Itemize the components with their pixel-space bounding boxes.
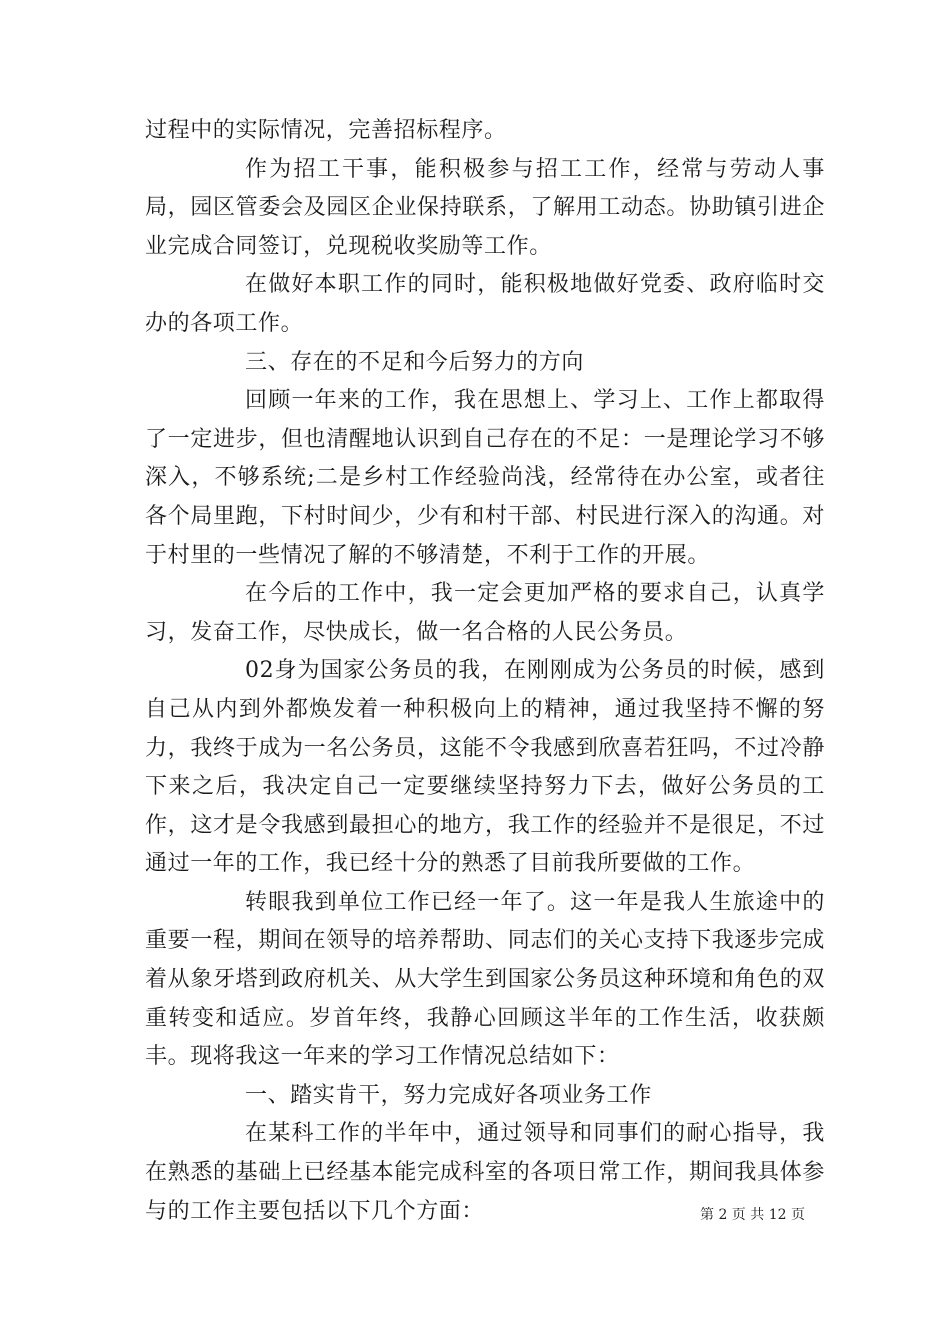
paragraph-department-work: 在某科工作的半年中，通过领导和同事们的耐心指导，我在熟悉的基础上已经基本能完成科室的各项日常工作，期间我具体参与的工作主要包括以下几个方面： — [145, 1121, 825, 1224]
paragraph-temporary-tasks: 在做好本职工作的同时，能积极地做好党委、政府临时交办的各项工作。 — [145, 272, 825, 336]
section-heading-shortcomings: 三、存在的不足和今后努力的方向 — [245, 349, 585, 375]
paragraph-review: 回顾一年来的工作，我在思想上、学习上、工作上都取得了一定进步，但也清醒地认识到自己存在的不足：一是理论学习不够深入，不够系统;二是乡村工作经验尚浅，经常待在办公室，或者往各个局里跑，下村时间少，少有和村干部、村民进行深入的沟通。对于村里的一些情况了解的不够清楚，不利于工作的开展。 — [145, 388, 825, 568]
paragraph-one-year: 转眼我到单位工作已经一年了。这一年是我人生旅途中的重要一程，期间在领导的培养帮助、同志们的关心支持下我逐步完成着从象牙塔到政府机关、从大学生到国家公务员这种环境和角色的双重转变和适应。岁首年终，我静心回顾这半年的工作生活，收获颇丰。现将我这一年来的学习工作情况总结如下： — [145, 889, 825, 1070]
page-number-footer: 第 2 页 共 12 页 — [700, 1207, 805, 1223]
paragraph-continuation: 过程中的实际情况，完善招标程序。 — [145, 118, 507, 143]
paragraph-future-plan: 在今后的工作中，我一定会更加严格的要求自己，认真学习，发奋工作，尽快成长，做一名合格的人民公务员。 — [145, 581, 825, 645]
paragraph-recruitment-duties: 作为招工干事，能积极参与招工工作，经常与劳动人事局，园区管委会及园区企业保持联系，了解用工动态。协助镇引进企业完成合同签订，兑现税收奖励等工作。 — [145, 156, 825, 259]
section-heading-work: 一、踏实肯干，努力完成好各项业务工作 — [245, 1082, 652, 1108]
document-body — [145, 112, 825, 1231]
paragraph-02-intro: 02身为国家公务员的我，在刚刚成为公务员的时候，感到自己从内到外都焕发着一种积极向上的精神，通过我坚持不懈的努力，我终于成为一名公务员，这能不令我感到欣喜若狂吗，不过冷静下来之后，我决定自己一定要继续坚持努力下去，做好公务员的工作，这才是令我感到最担心的地方，我工作的经验并不是很足，不过通过一年的工作，我已经十分的熟悉了目前我所要做的工作。 — [145, 658, 825, 877]
